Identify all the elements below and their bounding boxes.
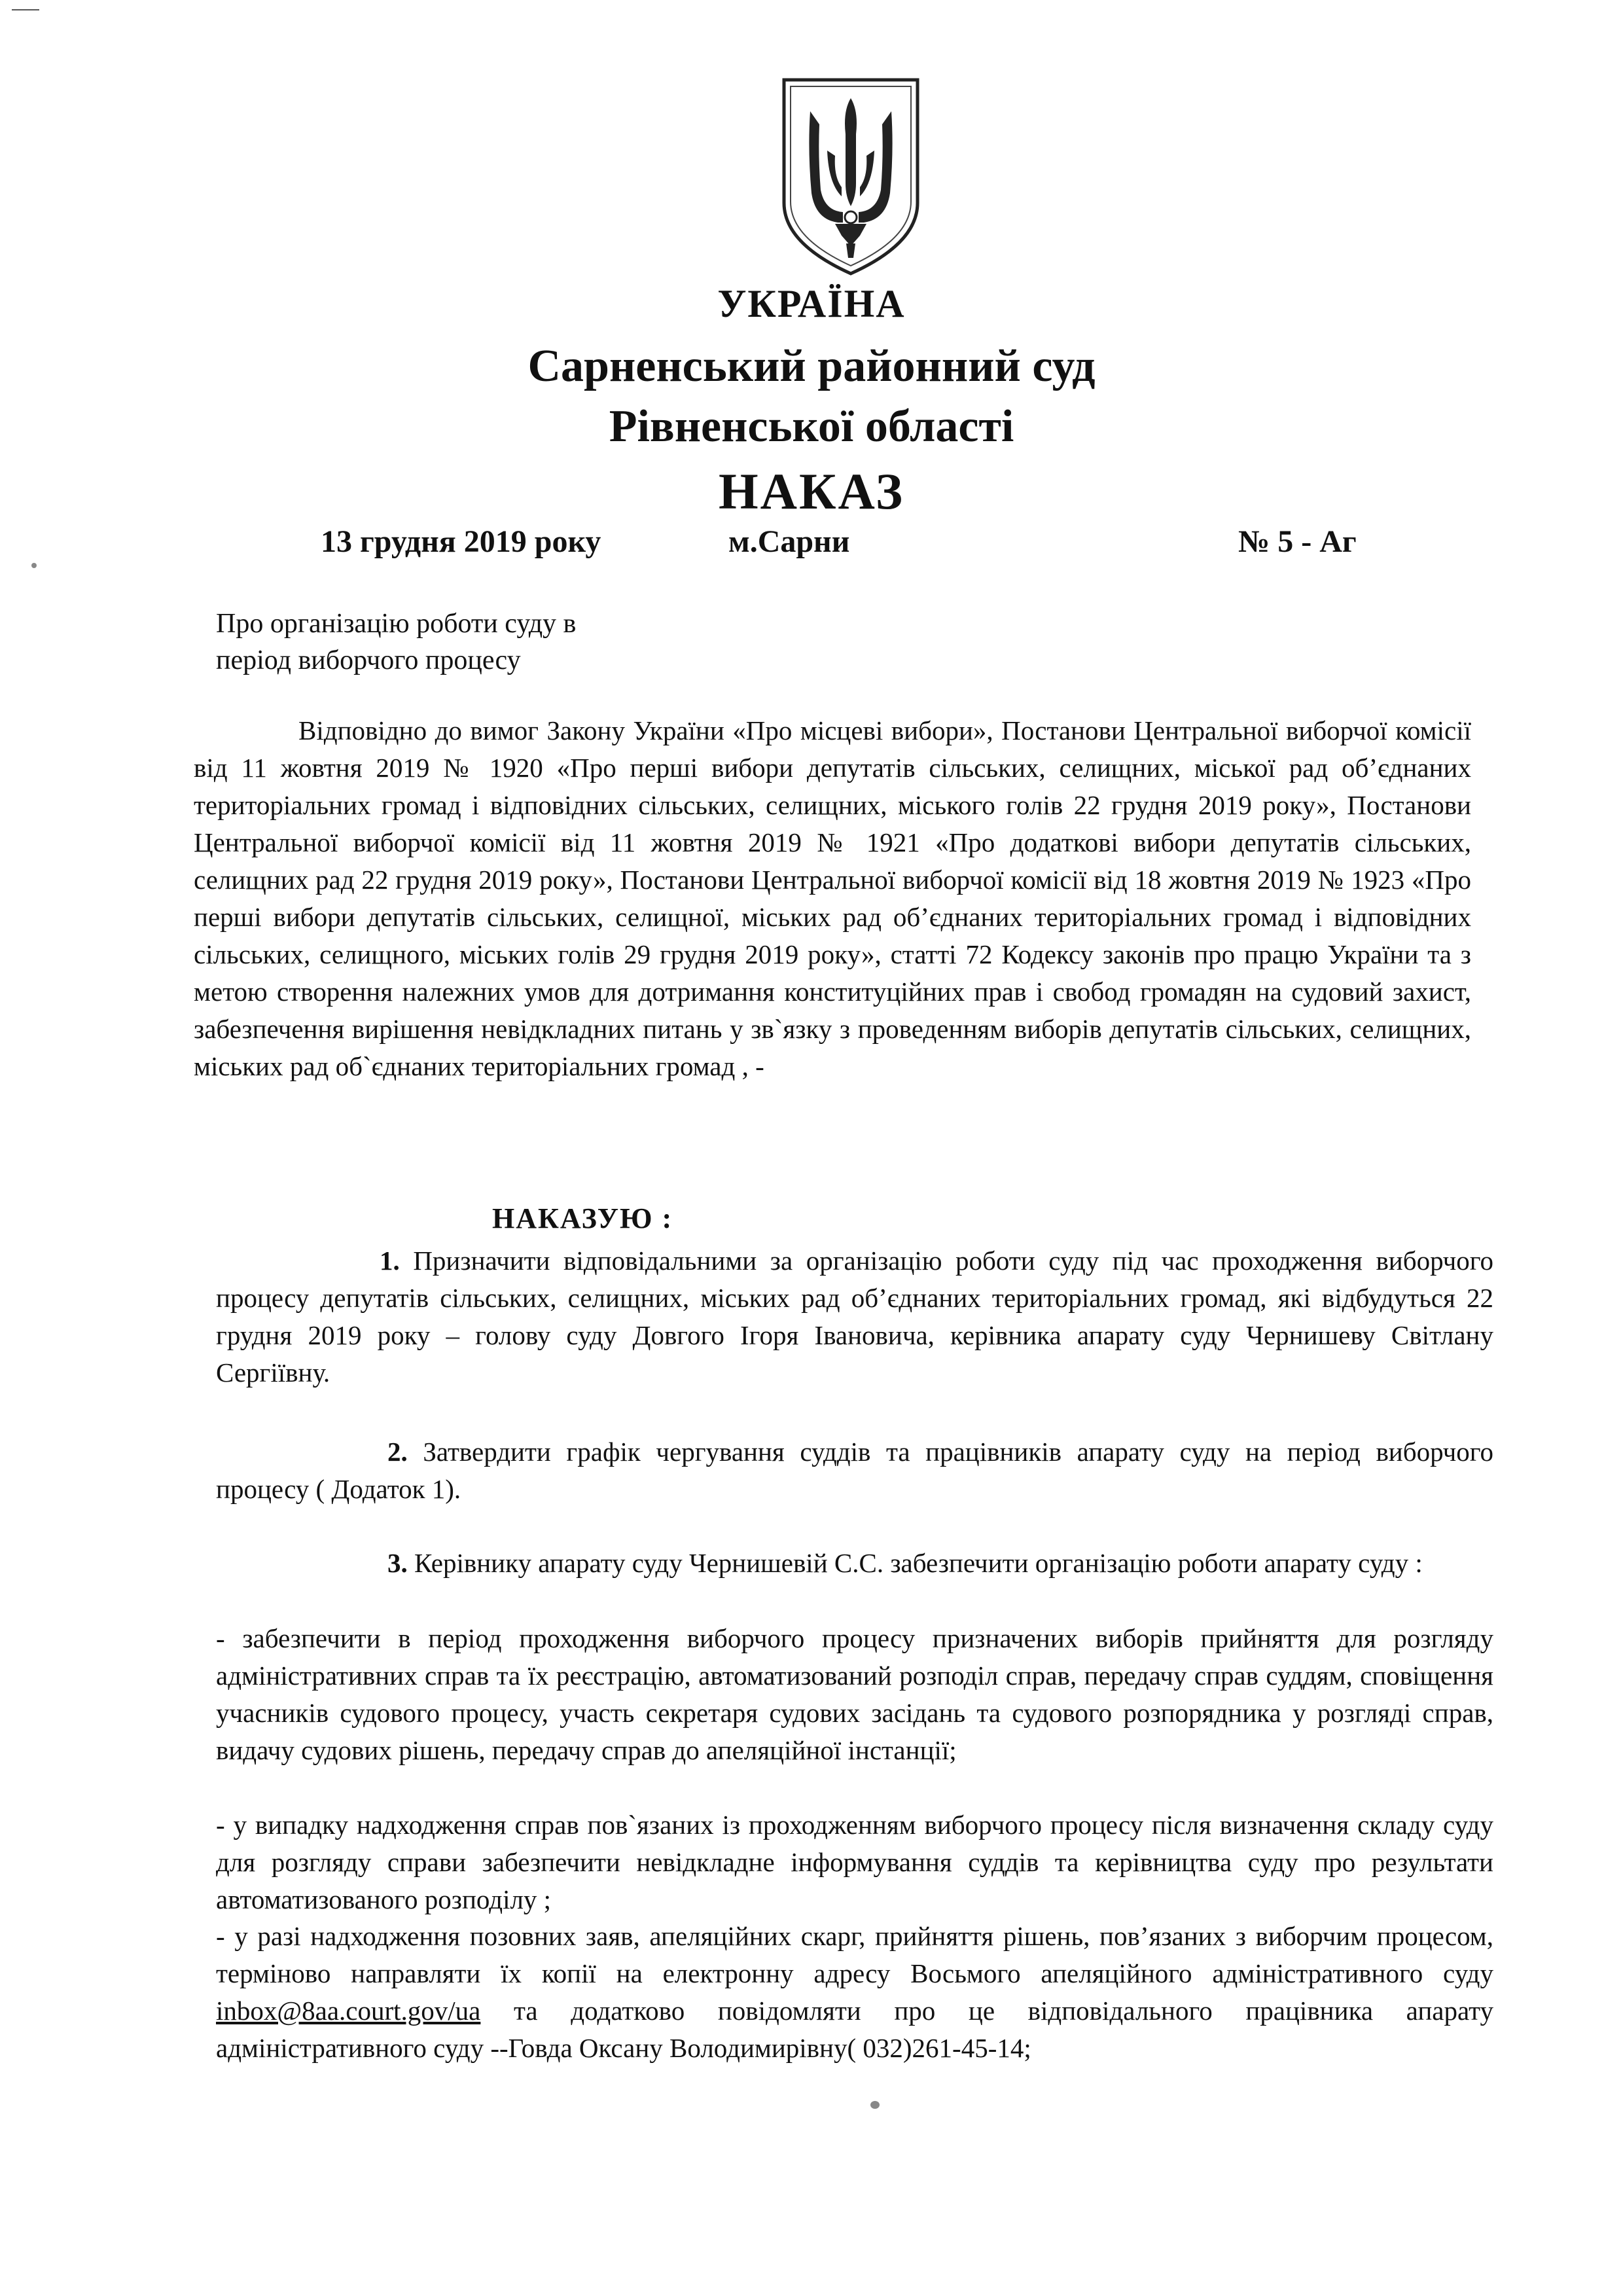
order-number: № 5 - Аг — [1238, 524, 1357, 559]
order-item-number: 2. — [387, 1437, 408, 1467]
order-subject — [216, 605, 576, 679]
document-type-heading: НАКАЗ — [718, 463, 905, 520]
order-item-2 — [216, 1433, 1493, 1508]
order-date: 13 грудня 2019 року — [321, 524, 601, 559]
email-link[interactable]: inbox@8aa.court.gov/ua — [216, 1996, 481, 2026]
order-city: м.Сарни — [728, 524, 850, 559]
bullet-text: та додатково повідомляти про це відповідального працівника апарату адміністративного суду --Говда Оксану Володимирівну( 032)261-45-14; — [216, 1996, 1493, 2063]
subject-line-1: Про організацію роботи суду в — [216, 609, 577, 639]
region-heading: Рівненської області — [609, 401, 1014, 452]
order-item-text: Затвердити графік чергування суддів та працівників апарату суду на період виборчого процесу ( Додаток 1). — [216, 1437, 1494, 1504]
court-name-heading: Сарненський районний суд — [527, 341, 1096, 391]
scan-corner-mark — [12, 9, 39, 10]
preamble-paragraph: Відповідно до вимог Закону України «Про місцеві вибори», Постанови Центральної виборчої комісії від 11 жовтня 2019 № 1920 «Про перші вибори депутатів сільських, селищних, міської рад об’єднаних територіальних громад і відповідних сільських, селищних, міського голів 22 грудня 2019 року», Постанови Центральної виборчої комісії від 11 жовтня 2019 № 1921 «Про додаткові вибори депутатів сільських, селищних рад 22 грудня 2019 року», Постанови Центральної виборчої комісії від 18 жовтня 2019 № 1923 «Про перші вибори депутатів сільських, селищної, міських рад об’єднаних територіальних громад і відповідних сільських, селищного, міських голів 29 грудня 2019 року», статті 72 Кодексу законів про працю України та з метою створення належних умов для дотримання конституційних прав і свобод громадян на судовий захист, забезпечення вирішення невідкладних питань у зв`язку з проведенням виборів депутатів сільських, селищних, міських рад об`єднаних територіальних громад , - — [194, 715, 1471, 1081]
order-item-number: 1. — [380, 1246, 400, 1276]
scan-speck — [870, 2101, 880, 2109]
orders-heading: НАКАЗУЮ : — [492, 1202, 673, 1234]
order-item-text: Призначити відповідальними за організацію роботи суду під час проходження виборчого процесу депутатів сільських, селищних, міських рад об’єднаних територіальних громад, які відбудуться 22 грудня 2019 року – голову суду Довгого Ігоря Івановича, керівника апарату суду Чернишеву Світлану Сергіївну. — [216, 1246, 1493, 1388]
bullet-item — [216, 1918, 1493, 2067]
scan-speck — [31, 563, 37, 568]
order-item-text: Керівнику апарату суду Чернишевій С.С. забезпечити організацію роботи апарату суду : — [414, 1548, 1423, 1578]
subject-line-2: період виборчого процесу — [216, 645, 521, 675]
bullet-item: - забезпечити в період проходження виборчого процесу призначених виборів прийняття для розгляду адміністративних справ та їх реєстрацію, автоматизований розподіл справ, передачу справ суддям, сповіщення учасників судового процесу, участь секретаря судових засідань та судового розпорядника у розгляді справ, видачу судових рішень, передачу справ до апеляційної інстанції; — [216, 1623, 1493, 1765]
bullet-item: - у випадку надходження справ пов`язаних із проходженням виборчого процесу після визначення складу суду для розгляду справи забезпечити невідкладне інформування суддів та керівництва суду про результати автоматизованого розподілу ; — [216, 1810, 1493, 1914]
coat-of-arms-trident-icon — [772, 72, 929, 281]
order-item-3 — [216, 1545, 1493, 1582]
country-heading: УКРАЇНА — [717, 282, 906, 325]
bullet-text: - у разі надходження позовних заяв, апеляційних скарг, прийняття рішень, пов’язаних з виборчим процесом, терміново направляти їх копії на електронну адресу Восьмого апеляційного адміністративного суду — [216, 1921, 1493, 1988]
order-item-1 — [216, 1242, 1493, 1391]
order-item-number: 3. — [387, 1548, 408, 1578]
